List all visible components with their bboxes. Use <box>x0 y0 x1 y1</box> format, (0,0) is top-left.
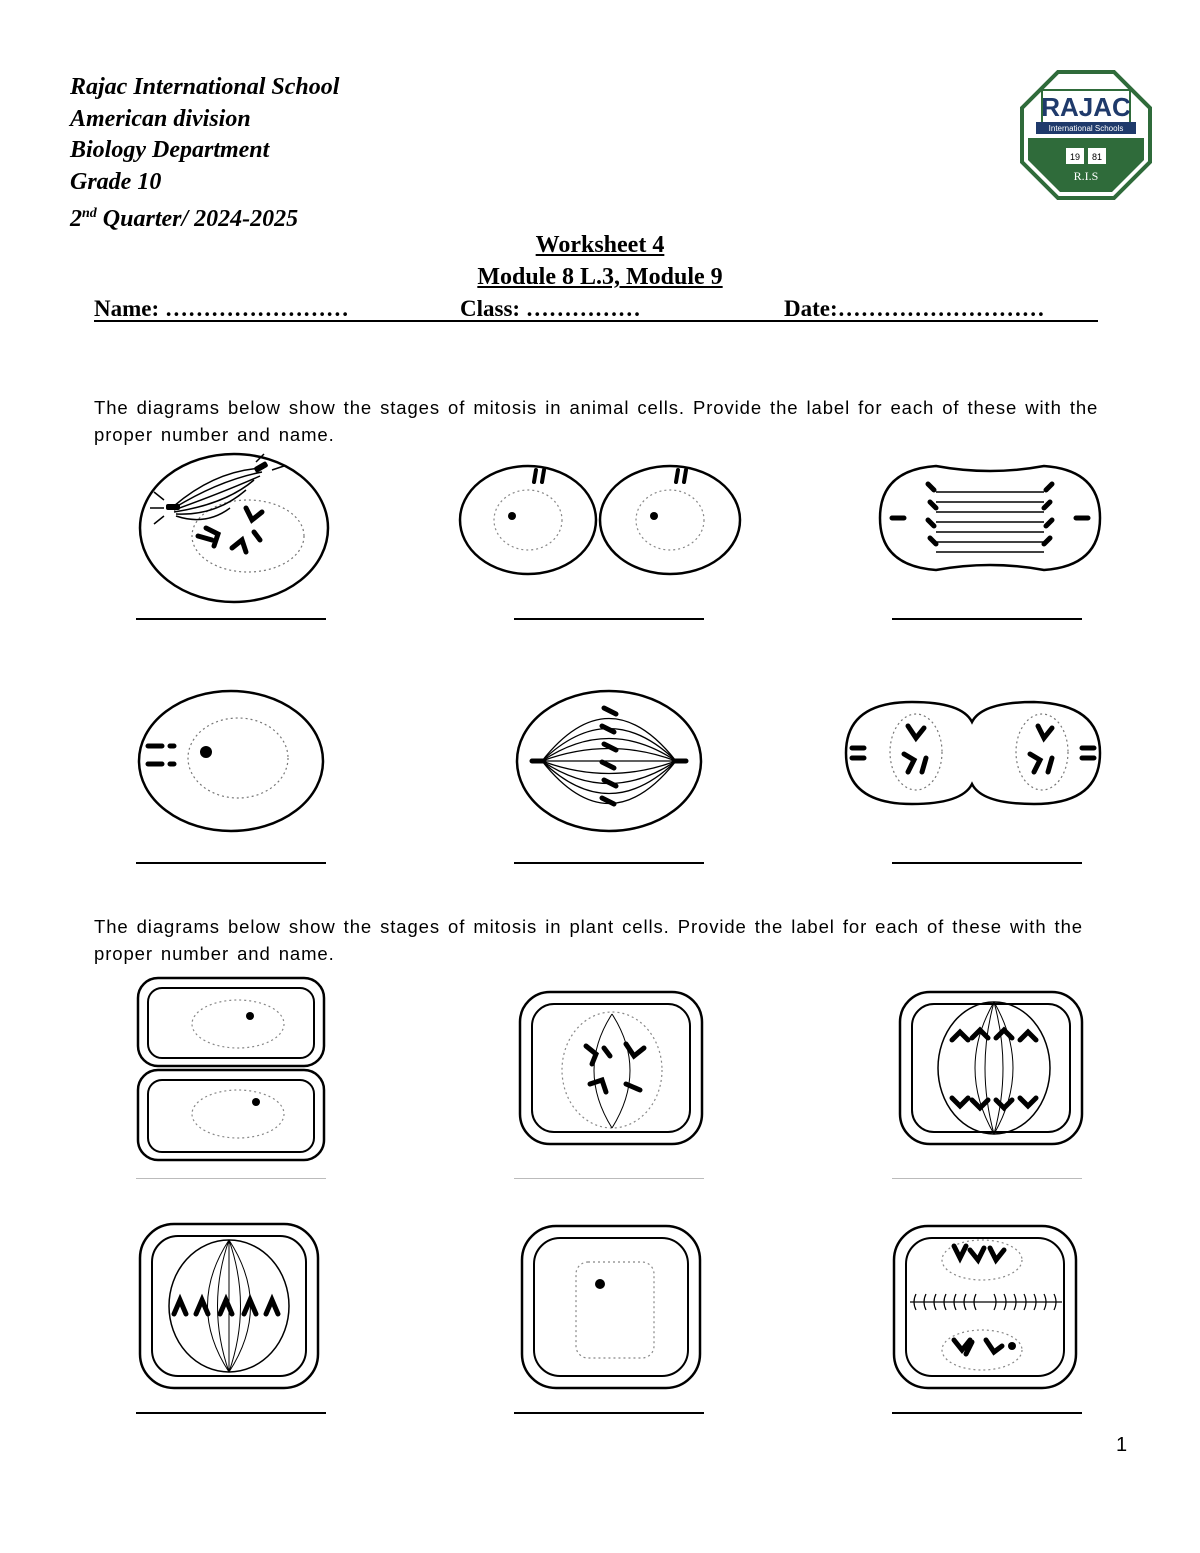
answer-line-animal-4[interactable] <box>136 862 326 864</box>
answer-line-plant-3[interactable] <box>892 1178 1082 1179</box>
school-logo <box>1020 70 1152 200</box>
module-title: Module 8 L.3, Module 9 <box>477 264 723 290</box>
quarter-label: 2nd Quarter/ 2024-2025 <box>70 206 299 232</box>
answer-line-animal-2[interactable] <box>514 618 704 620</box>
plant-cell-5 <box>518 1222 704 1392</box>
worksheet-title: Worksheet 4 <box>535 232 665 258</box>
answer-line-animal-6[interactable] <box>892 862 1082 864</box>
svg-text:RAJAC: RAJAC <box>1041 92 1131 122</box>
plant-cell-4 <box>136 1220 322 1392</box>
plant-cell-1 <box>134 974 328 1164</box>
svg-text:19: 19 <box>1069 152 1081 162</box>
school-header <box>70 72 339 236</box>
plant-instruction: The diagrams below show the stages of mitosis in plant cells. Provide the label for each of these with the proper number and name. <box>94 916 1083 964</box>
answer-line-animal-1[interactable] <box>136 618 326 620</box>
date-field[interactable]: Date:……………………… <box>784 296 1045 321</box>
name-field[interactable]: Name: …………………… <box>94 296 349 321</box>
plant-cell-6 <box>890 1222 1080 1392</box>
svg-text:R.I.S: R.I.S <box>1073 169 1099 183</box>
animal-cell-5 <box>512 686 706 836</box>
division-name: American division <box>70 105 251 132</box>
class-field[interactable]: Class: …………… <box>460 296 641 321</box>
animal-cell-1 <box>136 450 332 606</box>
answer-line-plant-6[interactable] <box>892 1412 1082 1414</box>
plant-cell-2 <box>516 988 706 1148</box>
animal-cell-3 <box>876 462 1104 574</box>
animal-cell-4 <box>134 686 328 836</box>
svg-text:International Schools: International Schools <box>1048 124 1124 133</box>
animal-cell-2 <box>458 462 744 578</box>
school-name: Rajac International School <box>70 74 340 100</box>
answer-line-plant-4[interactable] <box>136 1412 326 1414</box>
answer-line-animal-3[interactable] <box>892 618 1082 620</box>
answer-line-plant-5[interactable] <box>514 1412 704 1414</box>
answer-line-animal-5[interactable] <box>514 862 704 864</box>
svg-text:81: 81 <box>1091 152 1103 162</box>
answer-line-plant-2[interactable] <box>514 1178 704 1179</box>
animal-instruction: The diagrams below show the stages of mitosis in animal cells. Provide the label for each of these with the proper number and name. <box>94 397 1099 445</box>
answer-line-plant-1[interactable] <box>136 1178 326 1179</box>
department-name: Biology Department <box>70 137 270 163</box>
page-number: 1 <box>1116 1434 1128 1456</box>
animal-cell-6 <box>842 696 1104 810</box>
plant-cell-3 <box>896 988 1086 1148</box>
grade-label: Grade 10 <box>70 168 162 195</box>
